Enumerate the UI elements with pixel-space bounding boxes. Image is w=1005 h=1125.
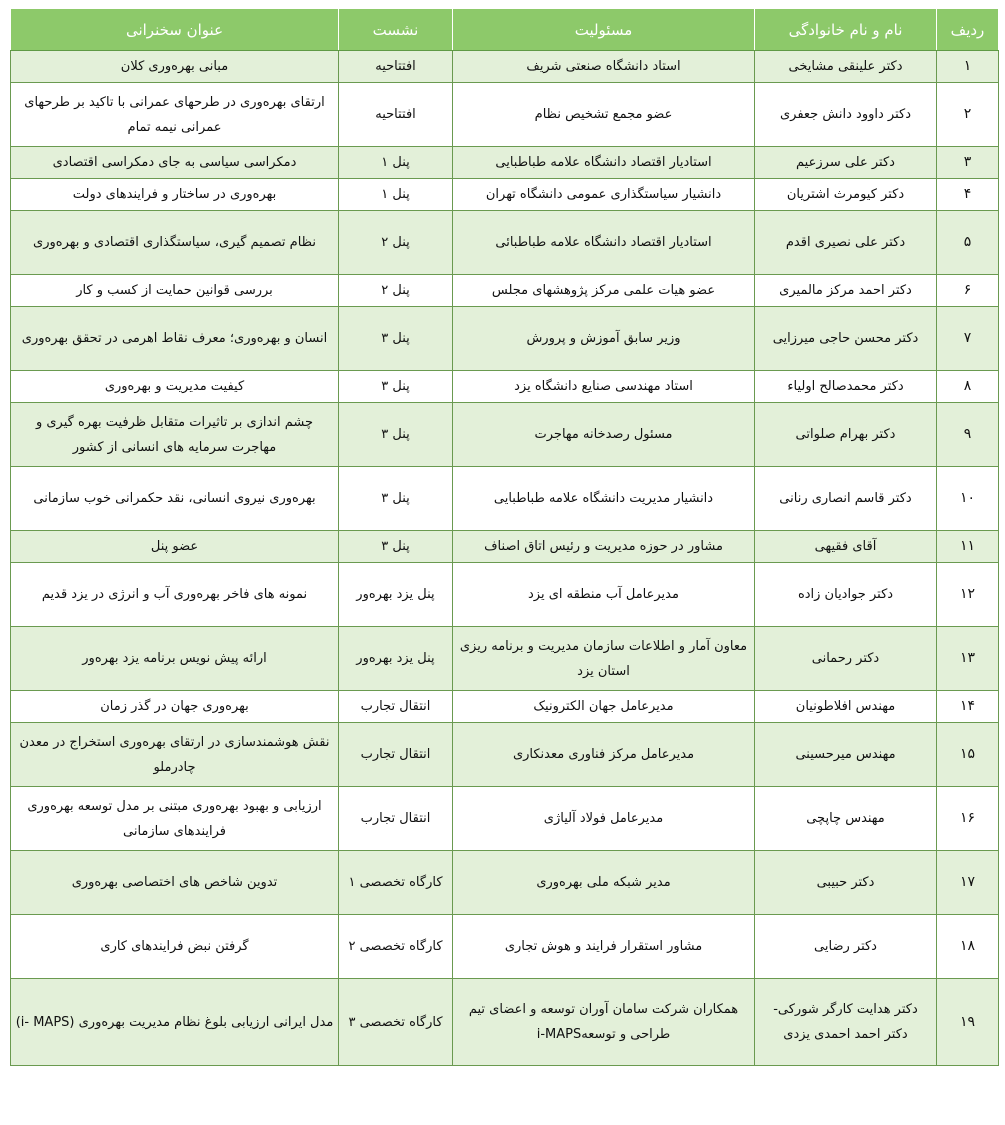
- table-row: [11, 275, 999, 307]
- cell-role: معاون آمار و اطلاعات سازمان مدیریت و برنامه ریزی استان یزد: [453, 627, 755, 691]
- cell-title: تدوین شاخص های اختصاصی بهره‌وری: [11, 851, 339, 915]
- cell-role: وزیر سابق آموزش و پرورش: [453, 307, 755, 371]
- cell-index: ۱۵: [937, 723, 999, 787]
- table-row: [11, 307, 999, 371]
- cell-session: پنل ۳: [339, 467, 453, 531]
- cell-name: دکتر جوادیان زاده: [755, 563, 937, 627]
- cell-session: پنل ۳: [339, 371, 453, 403]
- cell-index: ۵: [937, 211, 999, 275]
- cell-session: کارگاه تخصصی ۲: [339, 915, 453, 979]
- header-row: [11, 9, 999, 51]
- cell-role: عضو مجمع تشخیص نظام: [453, 83, 755, 147]
- cell-name: دکتر محسن حاجی میرزایی: [755, 307, 937, 371]
- header-role: مسئولیت: [453, 9, 755, 51]
- cell-role: استادیار اقتصاد دانشگاه علامه طباطبایی: [453, 147, 755, 179]
- cell-index: ۴: [937, 179, 999, 211]
- header-index: ردیف: [937, 9, 999, 51]
- cell-role: همکاران شرکت سامان آوران توسعه و اعضای تیم طراحی و توسعهi-MAPS: [453, 979, 755, 1066]
- cell-session: انتقال تجارب: [339, 691, 453, 723]
- table-row: [11, 979, 999, 1066]
- cell-session: پنل ۳: [339, 403, 453, 467]
- cell-role: عضو هیات علمی مرکز پژوهشهای مجلس: [453, 275, 755, 307]
- table-row: [11, 371, 999, 403]
- table-row: [11, 83, 999, 147]
- cell-name: دکتر احمد مرکز مالمیری: [755, 275, 937, 307]
- cell-title: ارائه پیش نویس برنامه یزد بهره‌ور: [11, 627, 339, 691]
- table-row: [11, 467, 999, 531]
- cell-session: پنل یزد بهره‌ور: [339, 627, 453, 691]
- cell-index: ۱۸: [937, 915, 999, 979]
- cell-role: استاد دانشگاه صنعتی شریف: [453, 51, 755, 83]
- table-row: [11, 691, 999, 723]
- cell-name: دکتر داوود دانش جعفری: [755, 83, 937, 147]
- cell-index: ۸: [937, 371, 999, 403]
- cell-title: مدل ایرانی ارزیابی بلوغ نظام مدیریت بهره‌وری (i- MAPS): [11, 979, 339, 1066]
- cell-role: مشاور استقرار فرایند و هوش تجاری: [453, 915, 755, 979]
- cell-role: استادیار اقتصاد دانشگاه علامه طباطبائی: [453, 211, 755, 275]
- cell-title: ارتقای بهره‌وری در طرحهای عمرانی با تاکید بر طرحهای عمرانی نیمه تمام: [11, 83, 339, 147]
- cell-title: بررسی قوانین حمایت از کسب و کار: [11, 275, 339, 307]
- cell-name: مهندس میرحسینی: [755, 723, 937, 787]
- cell-title: دمکراسی سیاسی به جای دمکراسی اقتصادی: [11, 147, 339, 179]
- cell-title: نمونه های فاخر بهره‌وری آب و انرژی در یزد قدیم: [11, 563, 339, 627]
- cell-index: ۶: [937, 275, 999, 307]
- cell-session: افتتاحیه: [339, 51, 453, 83]
- cell-index: ۱۶: [937, 787, 999, 851]
- table-row: [11, 51, 999, 83]
- cell-role: مسئول رصدخانه مهاجرت: [453, 403, 755, 467]
- table-row: [11, 531, 999, 563]
- cell-name: دکتر علینقی مشایخی: [755, 51, 937, 83]
- cell-role: مشاور در حوزه مدیریت و رئیس اتاق اصناف: [453, 531, 755, 563]
- cell-name: دکتر کیومرث اشتریان: [755, 179, 937, 211]
- cell-role: مدیرعامل آب منطقه ای یزد: [453, 563, 755, 627]
- cell-index: ۱۹: [937, 979, 999, 1066]
- cell-session: پنل ۱: [339, 147, 453, 179]
- cell-index: ۱۰: [937, 467, 999, 531]
- cell-name: آقای فقیهی: [755, 531, 937, 563]
- cell-index: ۷: [937, 307, 999, 371]
- cell-session: پنل ۲: [339, 211, 453, 275]
- cell-session: انتقال تجارب: [339, 787, 453, 851]
- cell-session: افتتاحیه: [339, 83, 453, 147]
- cell-index: ۳: [937, 147, 999, 179]
- cell-index: ۲: [937, 83, 999, 147]
- cell-session: کارگاه تخصصی ۱: [339, 851, 453, 915]
- table-row: [11, 179, 999, 211]
- cell-title: نظام تصمیم گیری، سیاستگذاری اقتصادی و بهره‌وری: [11, 211, 339, 275]
- cell-name: دکتر بهرام صلواتی: [755, 403, 937, 467]
- table-row: [11, 787, 999, 851]
- cell-title: بهره‌وری جهان در گذر زمان: [11, 691, 339, 723]
- cell-name: دکتر علی سرزعیم: [755, 147, 937, 179]
- table-row: [11, 915, 999, 979]
- speakers-table: [10, 8, 999, 1066]
- cell-title: نقش هوشمندسازی در ارتقای بهره‌وری استخراج در معدن چادرملو: [11, 723, 339, 787]
- table-row: [11, 403, 999, 467]
- cell-title: چشم اندازی بر تاثیرات متقابل ظرفیت بهره گیری و مهاجرت سرمایه های انسانی از کشور: [11, 403, 339, 467]
- table-row: [11, 627, 999, 691]
- header-title: عنوان سخنرانی: [11, 9, 339, 51]
- cell-session: پنل ۲: [339, 275, 453, 307]
- cell-title: گرفتن نبض فرایندهای کاری: [11, 915, 339, 979]
- cell-name: مهندس افلاطونیان: [755, 691, 937, 723]
- cell-name: دکتر رحمانی: [755, 627, 937, 691]
- cell-name: مهندس چاپچی: [755, 787, 937, 851]
- cell-role: مدیرعامل فولاد آلیاژی: [453, 787, 755, 851]
- cell-title: مبانی بهره‌وری کلان: [11, 51, 339, 83]
- table-row: [11, 563, 999, 627]
- header-name: نام و نام خانوادگی: [755, 9, 937, 51]
- cell-index: ۱۲: [937, 563, 999, 627]
- header-session: نشست: [339, 9, 453, 51]
- cell-title: عضو پنل: [11, 531, 339, 563]
- cell-index: ۱۳: [937, 627, 999, 691]
- cell-index: ۱۱: [937, 531, 999, 563]
- cell-role: دانشیار مدیریت دانشگاه علامه طباطبایی: [453, 467, 755, 531]
- cell-role: مدیر شبکه ملی بهره‌وری: [453, 851, 755, 915]
- cell-name: دکتر هدایت کارگر شورکی- دکتر احمد احمدی یزدی: [755, 979, 937, 1066]
- table-row: [11, 147, 999, 179]
- cell-index: ۱۷: [937, 851, 999, 915]
- table-row: [11, 851, 999, 915]
- cell-name: دکتر قاسم انصاری رنانی: [755, 467, 937, 531]
- cell-session: کارگاه تخصصی ۳: [339, 979, 453, 1066]
- cell-session: پنل ۳: [339, 531, 453, 563]
- cell-title: بهره‌وری نیروی انسانی، نقد حکمرانی خوب سازمانی: [11, 467, 339, 531]
- cell-name: دکتر رضایی: [755, 915, 937, 979]
- cell-role: مدیرعامل مرکز فناوری معدنکاری: [453, 723, 755, 787]
- table-row: [11, 211, 999, 275]
- cell-role: دانشیار سیاستگذاری عمومی دانشگاه تهران: [453, 179, 755, 211]
- cell-index: ۹: [937, 403, 999, 467]
- cell-title: بهره‌وری در ساختار و فرایندهای دولت: [11, 179, 339, 211]
- table-row: [11, 723, 999, 787]
- cell-session: انتقال تجارب: [339, 723, 453, 787]
- cell-name: دکتر علی نصیری اقدم: [755, 211, 937, 275]
- cell-index: ۱۴: [937, 691, 999, 723]
- cell-name: دکتر محمدصالح اولیاء: [755, 371, 937, 403]
- cell-session: پنل ۱: [339, 179, 453, 211]
- cell-session: پنل ۳: [339, 307, 453, 371]
- cell-title: کیفیت مدیریت و بهره‌وری: [11, 371, 339, 403]
- cell-role: استاد مهندسی صنایع دانشگاه یزد: [453, 371, 755, 403]
- cell-role: مدیرعامل جهان الکترونیک: [453, 691, 755, 723]
- cell-name: دکتر حبیبی: [755, 851, 937, 915]
- cell-session: پنل یزد بهره‌ور: [339, 563, 453, 627]
- cell-index: ۱: [937, 51, 999, 83]
- cell-title: ارزیابی و بهبود بهره‌وری مبتنی بر مدل توسعه بهره‌وری فرایندهای سازمانی: [11, 787, 339, 851]
- cell-title: انسان و بهره‌وری؛ معرف نقاط اهرمی در تحقق بهره‌وری: [11, 307, 339, 371]
